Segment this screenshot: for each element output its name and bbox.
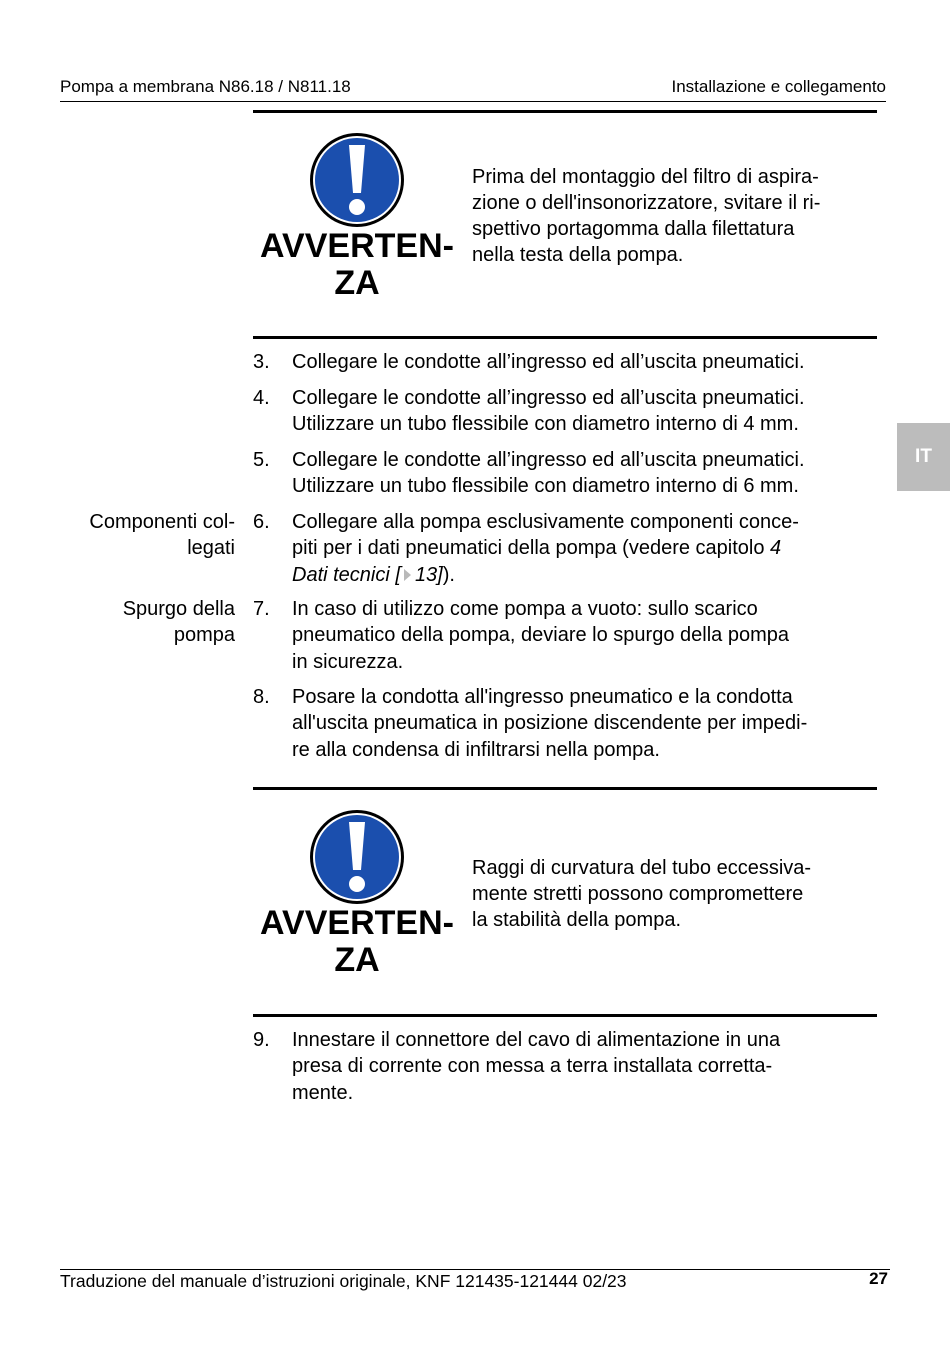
side-label-line: legati [187, 537, 235, 560]
step-4 [253, 385, 883, 438]
warning-1-top-rule [253, 110, 877, 113]
step-number: 4. [253, 387, 270, 409]
step-number: 6. [253, 511, 270, 533]
header-left: Pompa a membrana N86.18 / N811.18 [60, 77, 351, 96]
header-right: Installazione e collegamento [671, 77, 886, 96]
side-label-line: pompa [173, 624, 235, 647]
step-text: re alla condensa di infiltrarsi nella pompa. [292, 738, 660, 761]
step-number: 9. [253, 1029, 270, 1051]
chapter-link-title[interactable]: Dati tecnici [ [292, 563, 401, 586]
step-text: all'uscita pneumatica in posizione discendente per impedi- [292, 712, 808, 735]
text-line: zione o dell'insonorizzatore, svitare il ri- [472, 192, 821, 214]
step-text: In caso di utilizzo come pompa a vuoto: sullo scarico [292, 598, 758, 620]
footer-divider [60, 1269, 890, 1270]
signal-word-line1: AVVERTEN- [260, 227, 454, 265]
text-line: Prima del montaggio del filtro di aspira- [472, 166, 819, 188]
signal-word-line2: ZA [334, 264, 380, 302]
warning-2-top-rule [253, 787, 877, 790]
warning-1-signal-word [257, 228, 457, 302]
step-text: Collegare le condotte all’ingresso ed all’uscita pneumatici. [292, 387, 805, 409]
header-divider [60, 101, 886, 102]
step-text: Utilizzare un tubo flessibile con diametro interno di 4 mm. [292, 413, 799, 436]
step-text: Collegare le condotte all’ingresso ed all’uscita pneumatici. [292, 351, 805, 373]
signal-word-line2: ZA [334, 941, 380, 979]
side-label-line: Componenti col- [89, 511, 235, 533]
language-tab: IT [897, 423, 950, 491]
step-text: mente. [292, 1081, 354, 1104]
page-number: 27 [869, 1269, 888, 1288]
exclamation-mandatory-icon [308, 808, 406, 906]
step-text: Posare la condotta all'ingresso pneumatico e la condotta [292, 686, 793, 708]
step-text: presa di corrente con messa a terra installata corretta- [292, 1055, 773, 1078]
step-9 [253, 1027, 883, 1106]
text-line: nella testa della pompa. [472, 244, 684, 266]
step-text: Collegare le condotte all’ingresso ed all’uscita pneumatici. [292, 449, 805, 471]
exclamation-mandatory-icon [308, 131, 406, 229]
step-6 [253, 509, 883, 588]
page-ref-arrow-icon [404, 569, 411, 581]
step-text: in sicurezza. [292, 650, 404, 673]
warning-2-signal-word [257, 905, 457, 979]
step-7 [253, 596, 883, 675]
text-line: la stabilità della pompa. [472, 909, 682, 931]
step-3 [253, 349, 883, 375]
step-number: 8. [253, 686, 270, 708]
text-line: spettivo portagomma dalla filettatura [472, 218, 795, 240]
step-text: Innestare il connettore del cavo di alimentazione in una [292, 1029, 781, 1051]
step-number: 7. [253, 598, 270, 620]
text-line: mente stretti possono compromettere [472, 883, 804, 905]
step-number: 5. [253, 449, 270, 471]
warning-1-text [472, 164, 882, 268]
warning-2-text [472, 855, 882, 933]
page-ref-link[interactable]: 13] [414, 563, 443, 586]
side-label-spurgo [50, 596, 235, 649]
step-number: 3. [253, 351, 270, 373]
footer-text: Traduzione del manuale d’istruzioni originale, KNF 121435-121444 02/23 [60, 1271, 627, 1291]
step-8 [253, 684, 883, 763]
step-text: Collegare alla pompa esclusivamente componenti conce- [292, 511, 799, 533]
warning-2-bottom-rule [253, 1014, 877, 1017]
step-text: ). [442, 563, 455, 586]
step-text: pneumatico della pompa, deviare lo spurgo della pompa [292, 624, 789, 647]
step-text: Utilizzare un tubo flessibile con diametro interno di 6 mm. [292, 475, 799, 498]
step-text: piti per i dati pneumatici della pompa (vedere capitolo [292, 537, 771, 560]
side-label-componenti [50, 509, 235, 562]
text-line: Raggi di curvatura del tubo eccessiva- [472, 857, 812, 879]
side-label-line: Spurgo della [122, 598, 235, 620]
signal-word-line1: AVVERTEN- [260, 904, 454, 942]
step-5 [253, 447, 883, 500]
warning-1-bottom-rule [253, 336, 877, 339]
chapter-link[interactable]: 4 [770, 537, 782, 560]
